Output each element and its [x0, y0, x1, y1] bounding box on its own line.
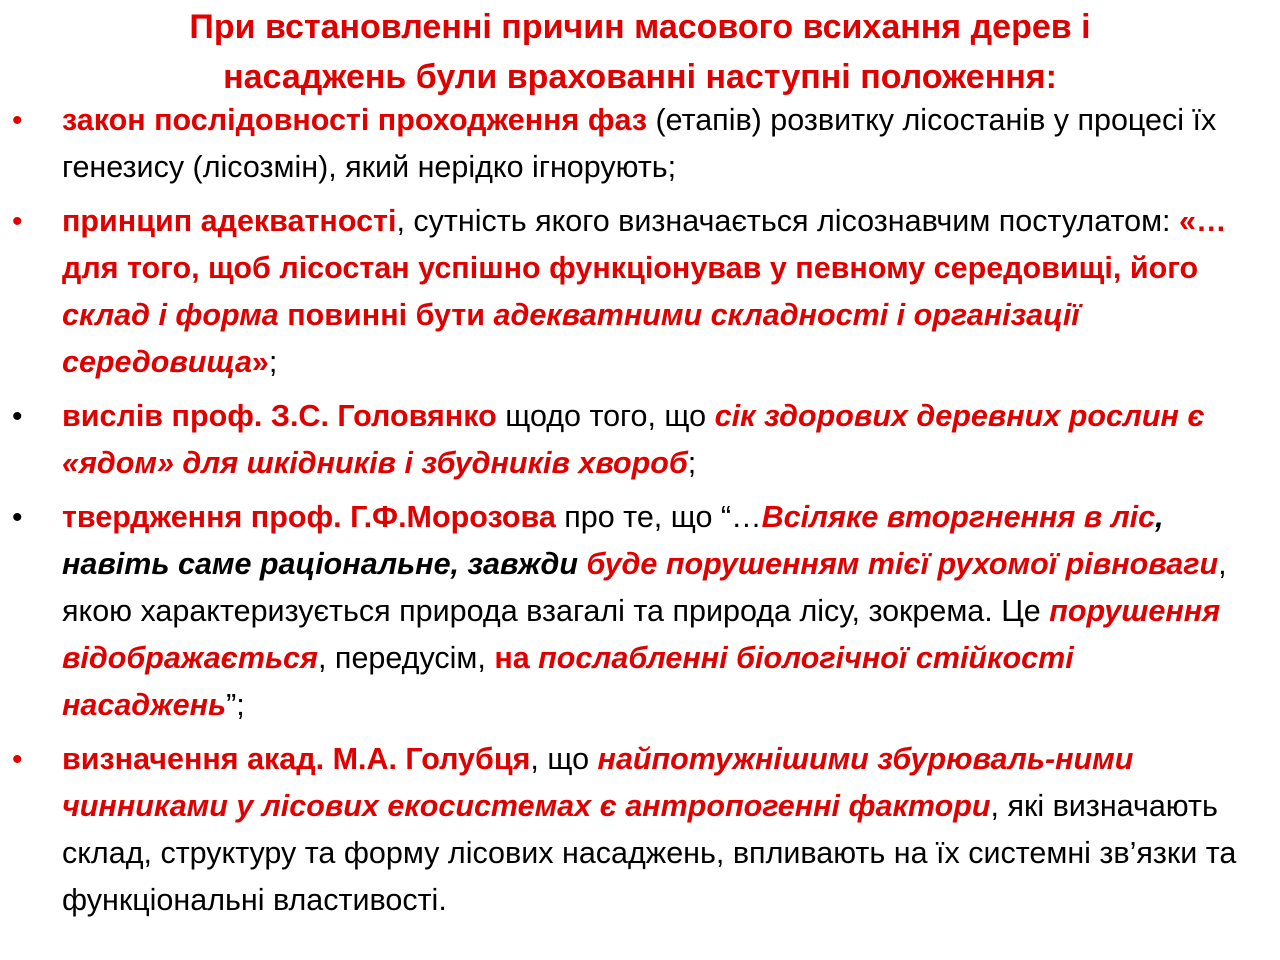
bullet-text-segment: про те, що “… — [555, 500, 762, 534]
bullet-text-segment: Всіляке вторгнення в ліс — [761, 500, 1156, 534]
bullet-item-1 — [0, 97, 1280, 191]
bullet-text-segment: принцип адекватності — [62, 204, 397, 238]
bullet-marker: • — [12, 501, 23, 534]
bullet-text-segment: (етапів) розвитку лісостанів у процесі їх генезису (лісозмін), який нерідко ігнорують; — [62, 103, 1217, 184]
bullet-text-segment: послабленні біологічної стійкості насаджень — [62, 641, 1074, 722]
bullet-text-segment: , які визначають склад, структуру та форму лісових насаджень, впливають на їх системні зв’язки та функціональні властивості. — [62, 789, 1237, 917]
bullet-text-segment: ; — [687, 446, 697, 480]
bullet-text-segment: , передусім, — [317, 641, 495, 675]
bullet-text-segment: буде порушенням тієї рухомої рівноваги — [586, 547, 1219, 581]
bullet-text-segment: ; — [268, 345, 278, 379]
slide-title-line-2: насаджень були врахованні наступні положення: — [223, 58, 1057, 96]
bullet-text-segment: вислів проф. З.С. Головянко — [62, 399, 497, 433]
bullet-text-segment: , навіть саме раціональне, завжди — [62, 500, 1164, 581]
bullet-list — [0, 97, 1280, 931]
bullet-text-segment: порушення відображається — [62, 594, 1221, 675]
bullet-marker: • — [12, 104, 23, 137]
bullet-text-segment: твердження проф. Г.Ф.Морозова — [62, 500, 556, 534]
bullet-text-segment: , сутність якого визначається лісознавчим постулатом: — [396, 204, 1179, 238]
bullet-text-segment: повинні бути — [278, 298, 494, 332]
bullet-text-segment: на — [494, 641, 539, 675]
bullet-text-segment: «…для того, щоб лісостан успішно функціонував у певному середовищі, його — [62, 204, 1227, 285]
bullet-text-segment: щодо того, що — [496, 399, 715, 433]
bullet-text-segment: адекватними складності і організації середовища — [62, 298, 1080, 379]
bullet-text-segment: , що — [530, 742, 598, 776]
bullet-item-4 — [0, 494, 1280, 729]
bullet-text-segment: склад і форма — [62, 298, 279, 332]
bullet-text-segment: найпотужнішими збурюваль-ними чинниками у лісових екосистемах є антропогенні фактори — [62, 742, 1134, 823]
bullet-marker: • — [12, 205, 23, 238]
slide-title-line-1: При встановленні причин масового всихання дерев і — [189, 8, 1091, 46]
bullet-item-2 — [0, 198, 1280, 386]
bullet-text-segment: ”; — [226, 688, 245, 722]
bullet-text-segment: » — [251, 345, 269, 379]
bullet-text-segment: закон послідовності проходження фаз — [62, 103, 648, 137]
bullet-marker: • — [12, 400, 23, 433]
bullet-marker: • — [12, 743, 23, 776]
bullet-text-segment: , якою характеризується природа взагалі та природа лісу, зокрема. Це — [62, 547, 1227, 628]
bullet-item-5 — [0, 736, 1280, 924]
bullet-item-3 — [0, 393, 1280, 487]
bullet-text-segment: визначення акад. М.А. Голубця — [62, 742, 531, 776]
slide-title — [40, 2, 1240, 102]
bullet-text-segment: сік здорових деревних рослин є «ядом» для шкідників і збудників хвороб — [62, 399, 1205, 480]
